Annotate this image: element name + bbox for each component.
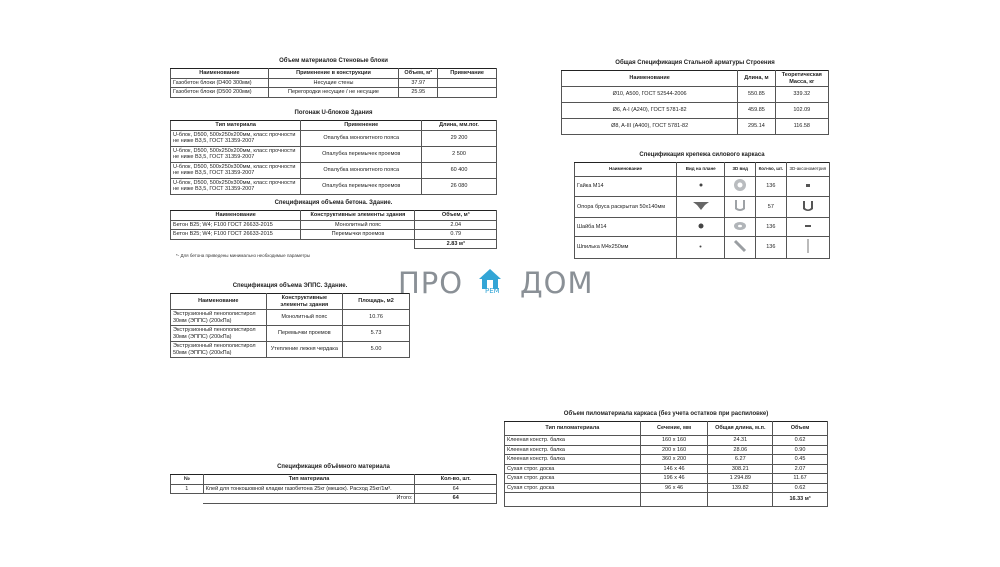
cell: 10.76 bbox=[343, 310, 410, 326]
col-header: Наименование bbox=[575, 163, 677, 177]
cell bbox=[438, 88, 497, 98]
col-header: Наименование bbox=[562, 71, 738, 87]
table-row bbox=[171, 342, 410, 358]
cell: 102.09 bbox=[775, 103, 828, 119]
table-row bbox=[171, 78, 497, 88]
cell: 0.90 bbox=[773, 445, 828, 455]
col-header: Применение в конструкции bbox=[268, 69, 398, 79]
table-row bbox=[575, 196, 830, 218]
cell: U-блок, D500, 500x250x300мм, класс прочности не ниже B3,5, ГОСТ 31359-2007 bbox=[171, 162, 301, 178]
cell: 37.97 bbox=[399, 78, 438, 88]
cell: U-блок, D500, 500x250x300мм, класс прочности не ниже B3,5, ГОСТ 31359-2007 bbox=[171, 178, 301, 194]
cell: 2 500 bbox=[422, 146, 497, 162]
table-row bbox=[171, 162, 497, 178]
fasteners-table-block bbox=[574, 152, 830, 259]
col-header: Сечение, мм bbox=[640, 422, 708, 436]
cell: Бетон B25; W4; F100 ГОСТ 26633-2015 bbox=[171, 220, 301, 230]
col-header: Наименование bbox=[171, 69, 269, 79]
table-row bbox=[505, 483, 828, 493]
ublocks-table bbox=[170, 120, 497, 195]
cell: 136 bbox=[756, 177, 787, 197]
cell: Ø8, A-III (A400), ГОСТ 5781-82 bbox=[562, 119, 738, 135]
concrete-title: Спецификация объема бетона. Здание. bbox=[274, 200, 393, 206]
col-header: 3D вид bbox=[725, 163, 756, 177]
col-header: Длина, м bbox=[738, 71, 775, 87]
col-header: Примечание bbox=[438, 69, 497, 79]
cell: Перемычки проемов bbox=[301, 230, 415, 240]
cell: U-блок, D500, 500x250x200мм, класс прочности не ниже B3,5, ГОСТ 31359-2007 bbox=[171, 146, 301, 162]
col-header: Применение bbox=[301, 121, 422, 131]
epps-table-block bbox=[170, 283, 410, 358]
cell: Перемычки проемов bbox=[266, 326, 342, 342]
bulk-total-value: 64 bbox=[415, 494, 497, 504]
col-header: № bbox=[171, 475, 204, 485]
cell: Шпилька М4х250мм bbox=[575, 237, 677, 259]
cell: 29 200 bbox=[422, 130, 497, 146]
concrete-total: 2.83 м³ bbox=[415, 239, 497, 249]
cell: Клееная констр. балка bbox=[505, 455, 641, 465]
cell: 26 080 bbox=[422, 178, 497, 194]
cell: 28.06 bbox=[708, 445, 773, 455]
cell: Шайба М14 bbox=[575, 218, 677, 237]
cell: 64 bbox=[415, 484, 497, 494]
concrete-table bbox=[170, 210, 497, 249]
cell: 196 x 46 bbox=[640, 474, 708, 484]
cell: 25.95 bbox=[399, 88, 438, 98]
washer-plan-icon bbox=[677, 218, 725, 237]
bulk-title: Спецификация объёмного материала bbox=[277, 464, 390, 470]
table-row bbox=[505, 445, 828, 455]
table-row bbox=[171, 178, 497, 194]
cell: Опалубка перемычек проемов bbox=[301, 146, 422, 162]
cell: U-блок, D500, 500x250x200мм, класс прочности не ниже B3,5, ГОСТ 31359-2007 bbox=[171, 130, 301, 146]
cell: Опалубка монолитного пояса bbox=[301, 162, 422, 178]
nut-axon-icon bbox=[786, 177, 829, 197]
logo-text-left: ПРО bbox=[398, 266, 464, 300]
cell: 136 bbox=[756, 237, 787, 259]
cell: 200 x 160 bbox=[640, 445, 708, 455]
cell: 11.67 bbox=[773, 474, 828, 484]
ublocks-title: Погонаж U-блоков Здания bbox=[294, 110, 373, 116]
cell: 550.85 bbox=[738, 87, 775, 103]
table-row bbox=[171, 220, 497, 230]
ublocks-table-block bbox=[170, 110, 497, 195]
logo-text-right: ДОМ bbox=[520, 266, 594, 300]
cell: Ø6, A-I (A240), ГОСТ 5781-82 bbox=[562, 103, 738, 119]
fasteners-table bbox=[574, 162, 830, 259]
cell: 136 bbox=[756, 218, 787, 237]
cell: Монолитный пояс bbox=[301, 220, 415, 230]
logo-text-sub: РЕМ bbox=[485, 287, 500, 295]
table-row bbox=[575, 237, 830, 259]
cell: 5.00 bbox=[343, 342, 410, 358]
cell: 146 x 46 bbox=[640, 464, 708, 474]
cell: Клей для тонкошовной кладки газобетона 25кг (мешок). Расход 25кг/1м³. bbox=[203, 484, 415, 494]
cell bbox=[438, 78, 497, 88]
cell: 96 x 46 bbox=[640, 483, 708, 493]
cell: Перегородки несущие / не несущие bbox=[268, 88, 398, 98]
cell: 0.62 bbox=[773, 436, 828, 446]
cell: 295.14 bbox=[738, 119, 775, 135]
concrete-table-block bbox=[170, 200, 497, 258]
table-row bbox=[171, 484, 497, 494]
table-row bbox=[562, 119, 829, 135]
table-row bbox=[575, 177, 830, 197]
cell: 2.07 bbox=[773, 464, 828, 474]
cell: 459.85 bbox=[738, 103, 775, 119]
col-header: Кол-во, шт. bbox=[415, 475, 497, 485]
cell: Сухая строг. доска bbox=[505, 464, 641, 474]
cell: Ø10, A500, ГОСТ 52544-2006 bbox=[562, 87, 738, 103]
cell: 2.04 bbox=[415, 220, 497, 230]
cell: Утепление лежня чердака bbox=[266, 342, 342, 358]
table-row bbox=[171, 494, 497, 504]
bracket-axon-icon bbox=[786, 196, 829, 218]
col-header: Наименование bbox=[171, 211, 301, 221]
col-header: Наименование bbox=[171, 294, 267, 310]
rebar-table bbox=[561, 70, 829, 135]
col-header: Кол-во, шт. bbox=[756, 163, 787, 177]
col-header: Тип материала bbox=[171, 121, 301, 131]
bracket-plan-icon bbox=[677, 196, 725, 218]
table-row bbox=[575, 218, 830, 237]
nut-plan-icon bbox=[677, 177, 725, 197]
cell: 116.58 bbox=[775, 119, 828, 135]
table-row bbox=[562, 103, 829, 119]
cell: 360 x 200 bbox=[640, 455, 708, 465]
bulk-total-label: Итого: bbox=[203, 494, 415, 504]
lumber-table bbox=[504, 421, 828, 507]
cell: 139.82 bbox=[708, 483, 773, 493]
table-row bbox=[505, 455, 828, 465]
table-row bbox=[171, 146, 497, 162]
cell: Сухая строг. доска bbox=[505, 474, 641, 484]
table-row bbox=[171, 239, 497, 249]
table-row bbox=[562, 87, 829, 103]
nut-3d-icon bbox=[725, 177, 756, 197]
cell: Газобетон блоки (D500 200мм) bbox=[171, 88, 269, 98]
walls-title: Объем материалов Стеновые блоки bbox=[279, 58, 388, 64]
cell: 339.32 bbox=[775, 87, 828, 103]
stud-axon-icon bbox=[786, 237, 829, 259]
table-row bbox=[505, 474, 828, 484]
bulk-table-block bbox=[170, 464, 497, 504]
table-row bbox=[505, 464, 828, 474]
cell: Сухая строг. доска bbox=[505, 483, 641, 493]
cell: Несущие стены bbox=[268, 78, 398, 88]
table-row bbox=[171, 326, 410, 342]
cell: Экструзионный пенополистирол 50мм (ЭППС) (200кПа) bbox=[171, 342, 267, 358]
cell: Монолитный пояс bbox=[266, 310, 342, 326]
table-row bbox=[171, 130, 497, 146]
cell: Опалубка монолитного пояса bbox=[301, 130, 422, 146]
cell: Бетон B25; W4; F100 ГОСТ 26633-2015 bbox=[171, 230, 301, 240]
cell: 0.62 bbox=[773, 483, 828, 493]
rebar-table-block bbox=[561, 60, 829, 135]
table-row bbox=[505, 436, 828, 446]
table-row bbox=[505, 493, 828, 507]
cell: Экструзионный пенополистирол 30мм (ЭППС) (200кПа) bbox=[171, 326, 267, 342]
col-header: Площадь, м2 bbox=[343, 294, 410, 310]
cell: 57 bbox=[756, 196, 787, 218]
col-header: Объем, м³ bbox=[415, 211, 497, 221]
cell: 1 294.89 bbox=[708, 474, 773, 484]
washer-3d-icon bbox=[725, 218, 756, 237]
epps-table bbox=[170, 293, 410, 358]
col-header: Теоретическая Масса, кг bbox=[775, 71, 828, 87]
stud-3d-icon bbox=[725, 237, 756, 259]
cell: Экструзионный пенополистирол 30мм (ЭППС) (200кПа) bbox=[171, 310, 267, 326]
cell: 24.31 bbox=[708, 436, 773, 446]
cell: 160 x 160 bbox=[640, 436, 708, 446]
rebar-title: Общая Спецификация Стальной арматуры Строения bbox=[615, 60, 775, 66]
col-header: Тип материала bbox=[203, 475, 415, 485]
bracket-3d-icon bbox=[725, 196, 756, 218]
col-header: Объем bbox=[773, 422, 828, 436]
cell: 60 400 bbox=[422, 162, 497, 178]
table-row bbox=[171, 310, 410, 326]
cell: Газобетон блоки (D400 300мм) bbox=[171, 78, 269, 88]
washer-axon-icon bbox=[786, 218, 829, 237]
lumber-title: Объем пиломатериала каркаса (без учета остатков при распиловке) bbox=[563, 411, 769, 417]
col-header: Общая длина, м.п. bbox=[708, 422, 773, 436]
bulk-table bbox=[170, 474, 497, 504]
epps-title: Спецификация объема ЭППС. Здание. bbox=[232, 283, 348, 289]
cell: Гайка М14 bbox=[575, 177, 677, 197]
cell: 5.73 bbox=[343, 326, 410, 342]
lumber-total: 16.33 м³ bbox=[773, 493, 828, 507]
cell: Опалубка перемычек проемов bbox=[301, 178, 422, 194]
table-row bbox=[171, 230, 497, 240]
walls-table bbox=[170, 68, 497, 98]
col-header: Тип пиломатериала bbox=[505, 422, 641, 436]
cell: Клееная констр. балка bbox=[505, 436, 641, 446]
col-header: Длина, мм.пог. bbox=[422, 121, 497, 131]
table-row bbox=[171, 88, 497, 98]
cell: 6.27 bbox=[708, 455, 773, 465]
watermark-logo bbox=[398, 266, 610, 300]
col-header: Объем, м³ bbox=[399, 69, 438, 79]
cell: Клееная констр. балка bbox=[505, 445, 641, 455]
col-header: Вид на плане bbox=[677, 163, 725, 177]
cell: 1 bbox=[171, 484, 204, 494]
cell: 0.45 bbox=[773, 455, 828, 465]
concrete-note: *- Для бетона приведены минимально необходимые параметры bbox=[176, 253, 311, 258]
lumber-table-block bbox=[504, 411, 828, 507]
cell: 308.21 bbox=[708, 464, 773, 474]
col-header: Конструктивные элементы здания bbox=[266, 294, 342, 310]
cell: Опора бруса раскрытая 50х140мм bbox=[575, 196, 677, 218]
stud-plan-icon bbox=[677, 237, 725, 259]
col-header: Конструктивные элементы здания bbox=[301, 211, 415, 221]
fasteners-title: Спецификация крепежа силового каркаса bbox=[639, 152, 765, 158]
cell: 0.79 bbox=[415, 230, 497, 240]
col-header: 3D-аксонометрия bbox=[786, 163, 829, 177]
walls-table-block bbox=[170, 58, 497, 98]
